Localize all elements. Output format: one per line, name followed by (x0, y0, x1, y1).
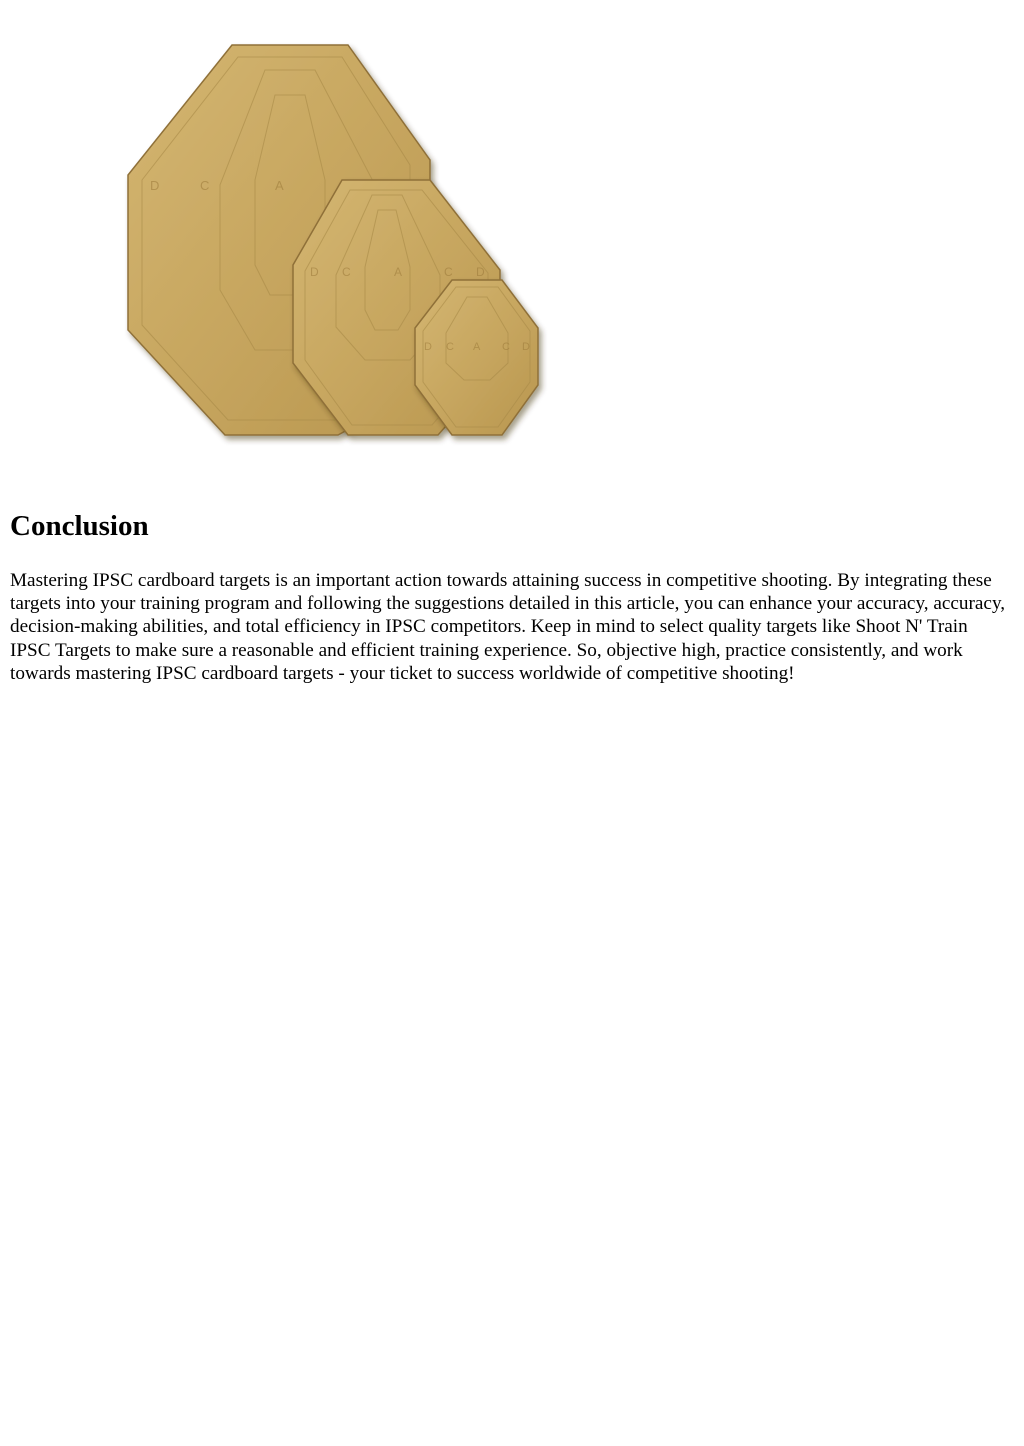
medium-letter-3: A (394, 265, 403, 279)
section-heading: Conclusion (10, 510, 149, 542)
small-letter-1: D (424, 341, 432, 353)
large-letter-3: A (275, 178, 284, 193)
small-letter-3: A (473, 341, 481, 353)
large-letter-2: C (200, 178, 210, 193)
small-letter-2: C (446, 341, 454, 353)
medium-letter-1: D (310, 265, 319, 279)
medium-letter-4: C (444, 265, 453, 279)
small-letter-5: D (522, 341, 530, 353)
small-letter-4: C (502, 341, 510, 353)
medium-letter-2: C (342, 265, 351, 279)
large-letter-1: D (150, 178, 160, 193)
conclusion-paragraph: Mastering IPSC cardboard targets is an important action towards attaining success in competitive shooting. By integrating these targets into your training program and following the suggestions detailed in this article, you can enhance your accuracy, accuracy, decision-making abilities, and total efficiency in IPSC competitors. Keep in mind to select quality targets like Shoot N' Train IPSC Targets to make sure a reasonable and efficient training experience. So, objective high, practice consistently, and work towards mastering IPSC cardboard targets - your ticket to success worldwide of competitive shooting! (10, 570, 1006, 684)
medium-letter-5: D (476, 265, 485, 279)
ipsc-targets-image (110, 35, 560, 455)
